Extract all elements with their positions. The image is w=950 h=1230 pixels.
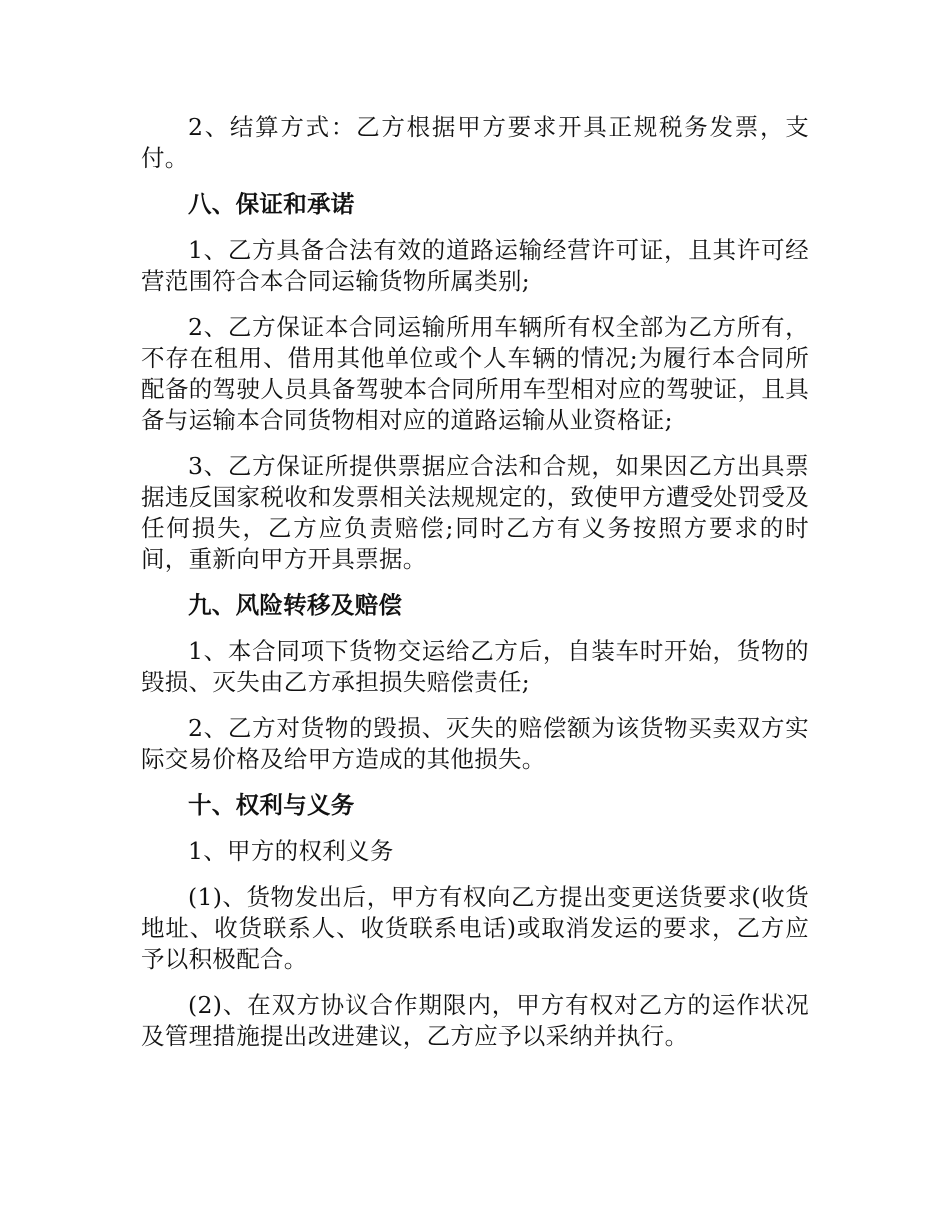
section-heading-rights: 十、权利与义务 [188, 791, 355, 819]
paragraph-risk-1: 1、本合同项下货物交运给乙方后，自装车时开始，货物的毁损、灭失由乙方承担损失赔偿责任; [141, 637, 809, 696]
paragraph-rights-1-2: (2)、在双方协议合作期限内，甲方有权对乙方的运作状况及管理措施提出改进建议，乙方应予以采纳并执行。 [141, 991, 809, 1050]
paragraph-rights-1: 1、甲方的权利义务 [188, 837, 394, 865]
paragraph-guarantee-1: 1、乙方具备合法有效的道路运输经营许可证，且其许可经营范围符合本合同运输货物所属类别; [141, 236, 809, 295]
document-page [141, 112, 809, 1067]
paragraph-guarantee-3: 3、乙方保证所提供票据应合法和合规，如果因乙方出具票据违反国家税收和发票相关法规规定的，致使甲方遭受处罚受及任何损失，乙方应负责赔偿;同时乙方有义务按照方要求的时间，重新向甲方开具票据。 [141, 452, 809, 573]
paragraph-settlement: 2、结算方式：乙方根据甲方要求开具正规税务发票，支付。 [141, 113, 809, 172]
paragraph-risk-2: 2、乙方对货物的毁损、灭失的赔偿额为该货物买卖双方实际交易价格及给甲方造成的其他损失。 [141, 714, 809, 773]
section-heading-risk: 九、风险转移及赔偿 [188, 591, 403, 619]
paragraph-rights-1-1: (1)、货物发出后，甲方有权向乙方提出变更送货要求(收货地址、收货联系人、收货联系电话)或取消发运的要求，乙方应予以积极配合。 [141, 883, 809, 973]
paragraph-guarantee-2: 2、乙方保证本合同运输所用车辆所有权全部为乙方所有，不存在租用、借用其他单位或个人车辆的情况;为履行本合同所配备的驾驶人员具备驾驶本合同所用车型相对应的驾驶证，且具备与运输本合同货物相对应的道路运输从业资格证; [141, 313, 809, 434]
section-heading-guarantee: 八、保证和承诺 [188, 190, 355, 218]
